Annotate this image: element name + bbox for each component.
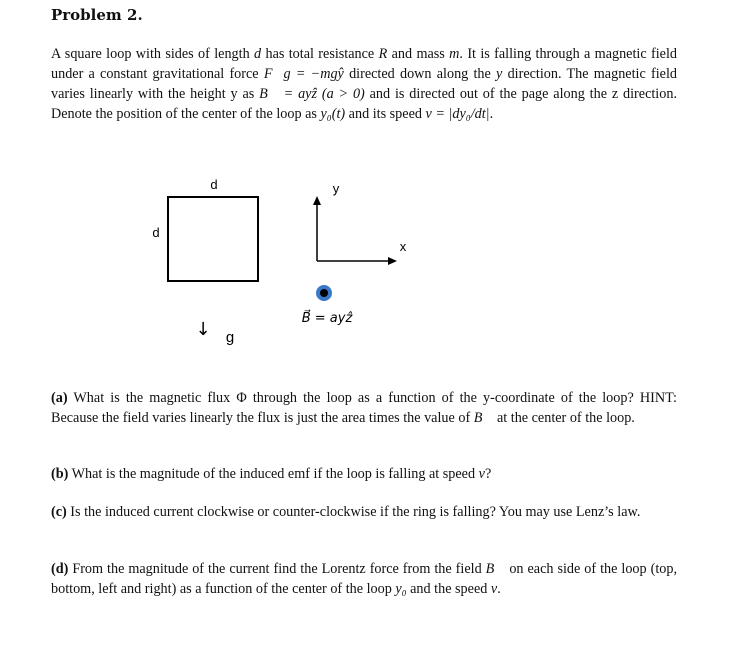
speed-symbol: v (478, 466, 485, 482)
field-dot (320, 289, 328, 297)
var-m: m (449, 46, 460, 62)
field-symbol: B⃗ (473, 410, 494, 426)
question-text: What is the magnetic flux (67, 390, 237, 406)
intro-text: has total resistance (261, 46, 379, 62)
question-d (51, 559, 677, 599)
field-label: B⃗ = ayẑ (301, 311, 353, 326)
gravity-force-equation: F⃗g = −mgŷ (263, 66, 344, 82)
position-symbol: y₀ (395, 581, 407, 597)
y-axis-arrowhead (313, 196, 321, 205)
question-text: What is the magnitude of the induced emf if the loop is falling at speed (68, 466, 479, 482)
intro-text: and is directed out of the page along the z direction. Denote the position of the center of the loop as (51, 86, 677, 122)
question-text: through the loop as a function of the y-coordinate of the loop? HINT: Because the field varies linearly the flux is just the area times the value of (51, 390, 677, 426)
question-text: ? (484, 466, 492, 482)
intro-text: . It is falling through a magnetic field under a constant gravitational force (51, 46, 677, 82)
problem-title: Problem 2. (51, 6, 143, 24)
question-c (51, 502, 677, 522)
intro-text: . (489, 106, 494, 122)
intro-text: and its speed (345, 106, 426, 122)
question-label: (b) (51, 466, 69, 482)
question-text: on each side of the loop (top, bottom, left and right) as a function of the center of the loop (51, 561, 677, 597)
question-text: and the speed (406, 581, 491, 597)
field-symbol: B⃗ (485, 561, 506, 577)
question-a (51, 388, 677, 428)
intro-text: directed down along the (343, 66, 497, 82)
question-text: at the center of the loop. (493, 410, 635, 426)
problem-statement (51, 44, 677, 124)
intro-text: A square loop with sides of length (51, 46, 255, 62)
square-loop (168, 197, 258, 281)
flux-symbol: Φ (236, 390, 247, 406)
gravity-label: g (225, 329, 235, 346)
y-axis-label: y (332, 181, 340, 196)
question-text: From the magnitude of the current find the Lorentz force from the field (68, 561, 486, 577)
intro-text: and mass (387, 46, 450, 62)
x-axis-arrowhead (388, 257, 397, 265)
x-axis-label: x (399, 239, 407, 254)
question-text: Is the induced current clockwise or counter-clockwise if the ring is falling? You may use Lenz’s law. (66, 504, 641, 520)
question-label: (d) (51, 561, 69, 577)
side-left-label: d (152, 225, 160, 240)
gravity-arrow-icon: ↓ (195, 319, 211, 340)
var-y: y (496, 66, 503, 82)
question-text: . (497, 581, 501, 597)
position-var: y₀(t) (320, 106, 346, 122)
field-equation: B⃗ = ayẑ (a > 0) (259, 86, 365, 102)
side-top-label: d (210, 177, 218, 192)
var-d: d (254, 46, 262, 62)
question-b (51, 464, 677, 484)
speed-symbol: v (490, 581, 498, 597)
loop-diagram (0, 170, 735, 360)
question-label: (c) (51, 504, 67, 520)
intro-text: direction. The magnetic field varies linearly with the height y as (51, 66, 677, 102)
speed-equation: v = |dy₀/dt| (425, 106, 490, 122)
question-label: (a) (51, 390, 68, 406)
var-r: R (378, 46, 388, 62)
